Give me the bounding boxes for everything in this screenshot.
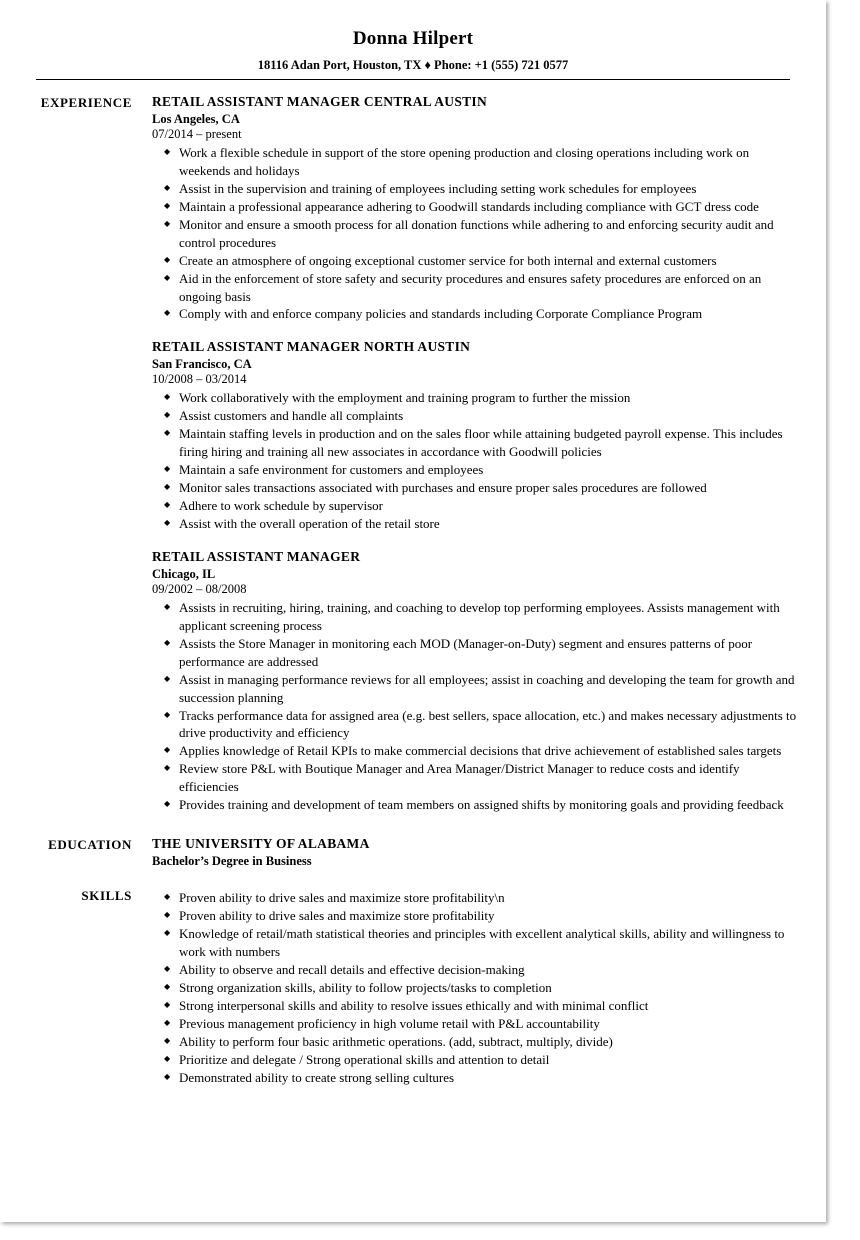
list-item: ◆ Work a flexible schedule in support of the store opening production and closing operations including work on weekends and holidays [152,144,800,180]
list-item: ◆ Review store P&L with Boutique Manager and Area Manager/District Manager to reduce costs and identify efficiencies [152,760,800,796]
job-title: RETAIL ASSISTANT MANAGER CENTRAL AUSTIN [152,94,488,109]
education-school: THE UNIVERSITY OF ALABAMA [152,836,370,852]
list-item: ◆ Strong interpersonal skills and ability to resolve issues ethically and with minimal conflict [152,997,800,1015]
experience-entry [152,339,800,533]
list-item: ◆ Maintain a safe environment for customers and employees [152,461,800,479]
list-item: ◆ Proven ability to drive sales and maximize store profitability\n [152,889,800,907]
list-item: ◆ Proven ability to drive sales and maximize store profitability [152,907,800,925]
list-item: ◆ Monitor sales transactions associated with purchases and ensure proper sales procedures are followed [152,479,800,497]
list-item: ◆ Provides training and development of team members on assigned shifts by monitoring goals and providing feedback [152,796,800,814]
experience-body [148,94,800,814]
list-item: ◆ Ability to observe and recall details and effective decision-making [152,961,800,979]
contact-line: 18116 Adan Port, Houston, TX ♦ Phone: +1 (555) 721 0577 [257,58,569,72]
skills-bullets [152,889,800,1086]
job-bullets [152,599,800,814]
list-item: ◆ Maintain staffing levels in production and on the sales floor while attaining budgeted payroll expense. This includes firing hiring and training all new associates in accordance with Goodwill policies [152,425,800,461]
list-item: ◆ Knowledge of retail/math statistical theories and principles with excellent analytical skills, ability and willingness to work with numbers [152,925,800,961]
candidate-name: Donna Hilpert [352,28,474,49]
job-dates: 09/2002 – 08/2008 [152,581,247,596]
education-label: EDUCATION [48,837,132,853]
job-bullets [152,144,800,323]
education-section [26,836,800,869]
experience-section [26,94,800,814]
list-item: ◆ Maintain a professional appearance adhering to Goodwill standards including compliance with GCT dress code [152,198,800,216]
list-item: ◆ Assist in managing performance reviews for all employees; assist in coaching and developing the team for growth and succession planning [152,671,800,707]
skills-section [26,887,800,1086]
list-item: ◆ Prioritize and delegate / Strong operational skills and attention to detail [152,1051,800,1069]
experience-label: EXPERIENCE [40,95,132,110]
header-divider [36,79,790,80]
list-item: ◆ Applies knowledge of Retail KPIs to make commercial decisions that drive achievement of established sales targets [152,742,800,760]
list-item: ◆ Work collaboratively with the employment and training program to further the mission [152,389,800,407]
job-title: RETAIL ASSISTANT MANAGER [152,548,361,564]
education-body [148,836,800,869]
list-item: ◆ Assist customers and handle all complaints [152,407,800,425]
job-location: Los Angeles, CA [152,112,240,126]
skills-body [148,887,800,1086]
list-item: ◆ Create an atmosphere of ongoing exceptional customer service for both internal and external customers [152,252,800,270]
job-bullets [152,389,800,533]
job-location: Chicago, IL [152,566,216,581]
skills-label: SKILLS [81,888,132,904]
list-item: ◆ Assist with the overall operation of the retail store [152,515,800,533]
experience-entry [152,94,800,323]
list-item: ◆ Monitor and ensure a smooth process for all donation functions while adhering to and enforcing security audit and control procedures [152,216,800,252]
job-location: San Francisco, CA [152,357,252,372]
experience-entry [152,549,800,814]
list-item: ◆ Ability to perform four basic arithmetic operations. (add, subtract, multiply, divide) [152,1033,800,1051]
list-item: ◆ Tracks performance data for assigned area (e.g. best sellers, space allocation, etc.) and makes necessary adjustments to drive productivity and efficiency [152,707,800,743]
job-dates: 07/2014 – present [152,127,242,141]
list-item: ◆ Comply with and enforce company policies and standards including Corporate Compliance Program [152,305,800,323]
list-item: ◆ Aid in the enforcement of store safety and security procedures and ensures safety procedures are enforced on an ongoing basis [152,270,800,306]
list-item: ◆ Adhere to work schedule by supervisor [152,497,800,515]
list-item: ◆ Assists in recruiting, hiring, training, and coaching to develop top performing employees. Assists management with applicant screening process [152,599,800,635]
list-item: ◆ Demonstrated ability to create strong selling cultures [152,1069,800,1087]
job-dates: 10/2008 – 03/2014 [152,372,247,387]
education-degree: Bachelor’s Degree in Business [152,854,312,869]
job-title: RETAIL ASSISTANT MANAGER NORTH AUSTIN [152,339,471,355]
list-item: ◆ Assist in the supervision and training of employees including setting work schedules for employees [152,180,800,198]
list-item: ◆ Previous management proficiency in high volume retail with P&L accountability [152,1015,800,1033]
list-item: ◆ Assists the Store Manager in monitoring each MOD (Manager-on-Duty) segment and ensures patterns of poor performance are addressed [152,635,800,671]
list-item: ◆ Strong organization skills, ability to follow projects/tasks to completion [152,979,800,997]
